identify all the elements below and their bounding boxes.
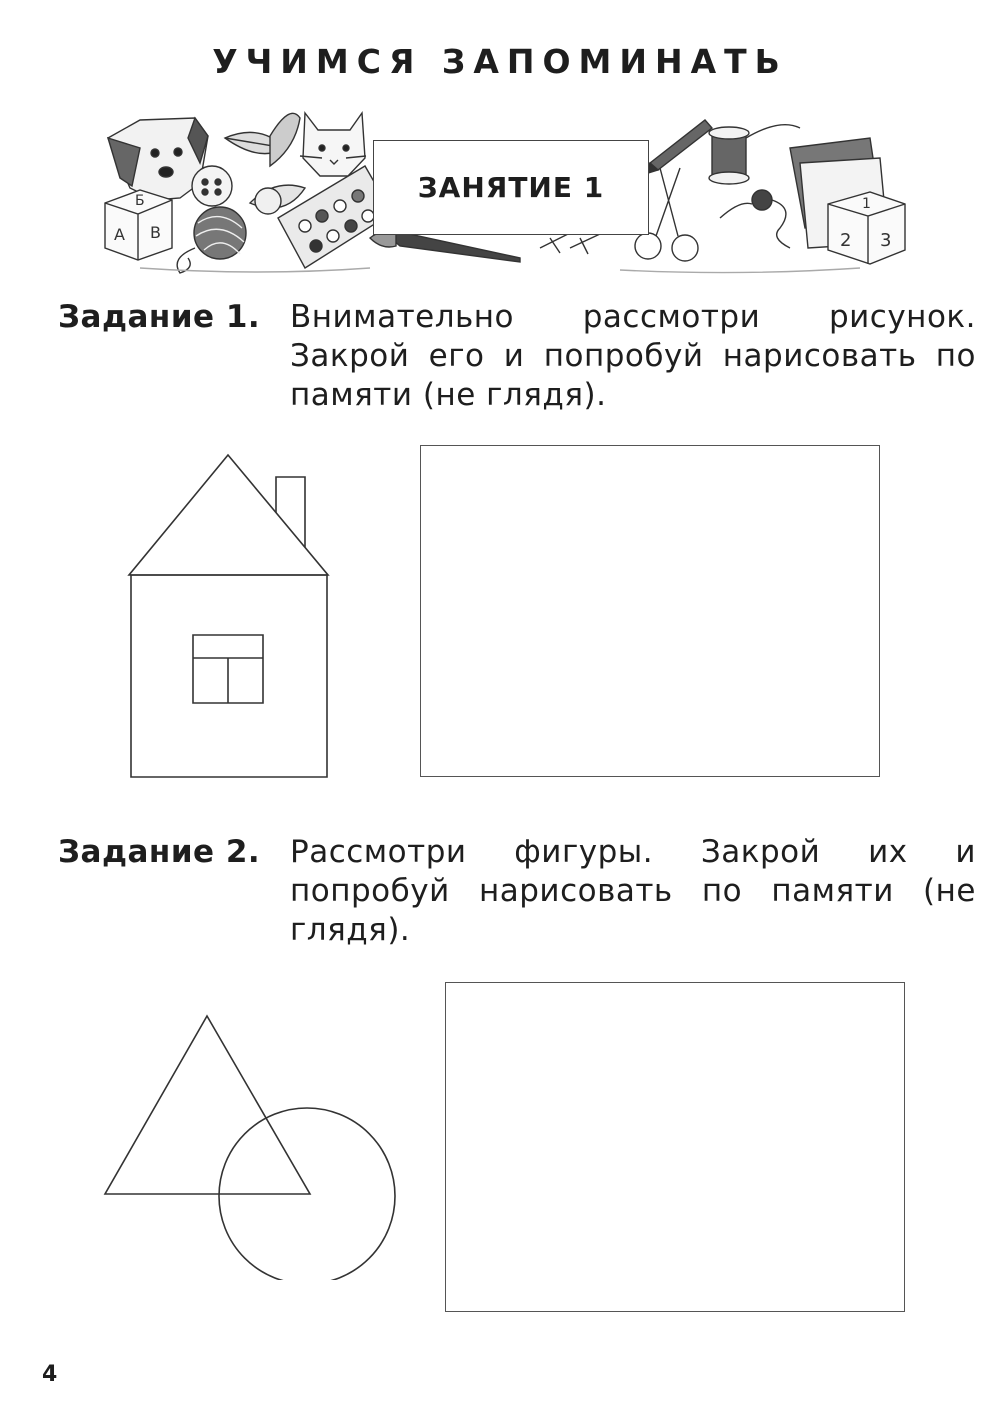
paintbrush-icon	[370, 232, 520, 262]
triangle-circle-figure	[100, 1010, 400, 1280]
svg-text:3: 3	[880, 230, 892, 251]
task-2-text: Рассмотри фигуры. Закрой их и попробуй нарисовать по памяти (не глядя).	[290, 834, 976, 948]
cat-icon	[300, 113, 366, 176]
pencil-icon	[645, 120, 712, 174]
thread-spool-icon	[709, 125, 800, 184]
svg-text:2: 2	[840, 230, 852, 251]
section-title: УЧИМСЯ ЗАПОМИНАТЬ	[212, 42, 788, 81]
thread-stitch-icon	[540, 233, 600, 254]
svg-text:А: А	[114, 225, 125, 244]
house-figure	[120, 450, 340, 785]
number-block-icon	[828, 192, 905, 264]
yarn-ball-icon	[177, 207, 246, 273]
answer-box-2[interactable]	[445, 982, 905, 1312]
task-2	[58, 833, 978, 953]
button-icon-2	[720, 190, 790, 248]
task-1-label: Задание 1.	[58, 299, 261, 335]
svg-text:Б: Б	[135, 193, 145, 209]
leaf-icon	[225, 113, 305, 214]
svg-text:В: В	[150, 223, 161, 242]
house-wall	[131, 575, 327, 777]
task-2-label: Задание 2.	[58, 834, 261, 870]
page-number: 4	[42, 1362, 58, 1387]
svg-text:1: 1	[862, 196, 871, 212]
task-1	[58, 298, 978, 418]
button-icon	[192, 166, 232, 206]
task-1-text: Внимательно рассмотри рисунок. Закрой его и попробуй нарисовать по памяти (не глядя).	[290, 299, 976, 413]
lesson-title: ЗАНЯТИЕ 1	[373, 140, 649, 235]
answer-box-1[interactable]	[420, 445, 880, 777]
triangle-shape	[105, 1016, 310, 1194]
letter-block-icon	[105, 190, 172, 260]
